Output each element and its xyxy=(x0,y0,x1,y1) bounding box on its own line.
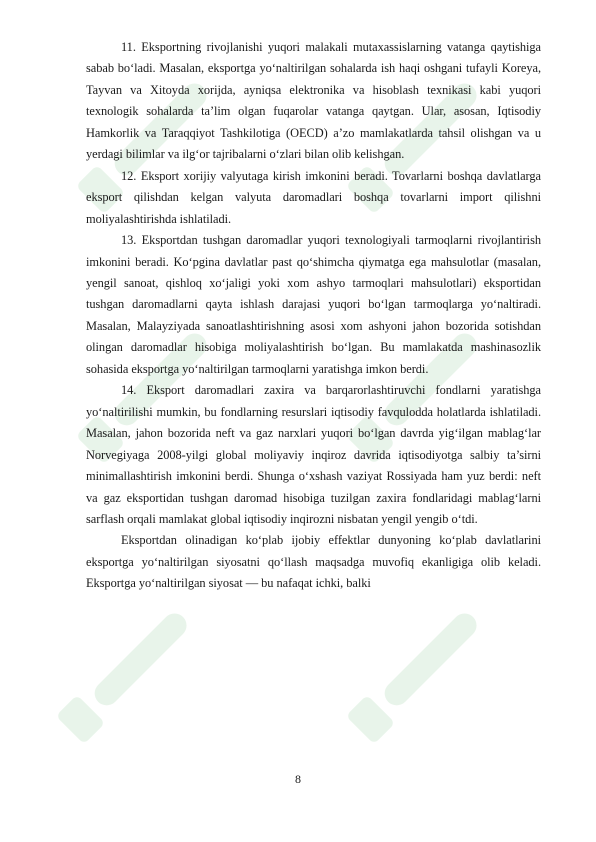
paragraph-14: 14. Eksport daromadlari zaxira va barqarorlashtiruvchi fondlarni yaratishga yo‘naltirilishi mumkin, bu fondlarning resurslari iqtisodiy favqulodda holatlarda ishlatiladi. Masalan, jahon bozorida neft va gaz narxlari yuqori bo‘lgan davrda yig‘ilgan mablag‘lar Norvegiyaga 2008-yilgi global moliyaviy inqiroz davrida iqtisodiyotga salbiy ta’sirni minimallashtirish imkonini berdi. Shunga o‘xshash vaziyat Rossiyada ham yuz berdi: neft va gaz eksportidan tushgan daromad hisobiga tuzilgan zaxira fondlaridagi mablag‘larni sarflash orqali mamlakat global iqtisodiy inqirozni nisbatan yengil yengib o‘tdi. xyxy=(86,383,541,526)
paragraph-11: 11. Eksportning rivojlanishi yuqori malakali mutaxassislarning vatanga qaytishiga sabab bo‘ladi. Masalan, eksportga yo‘naltirilgan sohalarda ish haqi oshgani tufayli Koreya, Tayvan va Xitoyda xorijda, ayniqsa elektronika va hisoblash texnikasi kabi yuqori texnologik sohalarda ta’lim olgan fuqarolar vatanga qaytgan. Ular, asosan, Iqtisodiy Hamkorlik va Taraqqiyot Tashkilotiga (OECD) a’zo mamlakatlarda tahsil olishgan va u yerdagi bilimlar va ilg‘or tajribalarni o‘zlari bilan olib kelishgan. xyxy=(86,40,541,162)
publisher-logo-watermark-icon xyxy=(335,585,505,755)
paragraph-conclusion: Eksportdan olinadigan ko‘plab ijobiy effektlar dunyoning ko‘plab davlatlarini eksportga yo‘naltirilgan siyosatni qo‘llash maqsadga muvofiq ekanligiga olib keladi. Eksportga yo‘naltirilgan siyosat — bu nafaqat ichki, balki xyxy=(86,533,541,591)
paragraph-12: 12. Eksport xorijiy valyutaga kirish imkonini beradi. Tovarlarni boshqa davlatlarga eksport qilishdan kelgan valyuta daromadlari boshqa tovarlarni import qilishni moliyalashtirishda ishlatiladi. xyxy=(86,168,541,226)
body-text xyxy=(86,37,541,595)
page-number: 8 xyxy=(295,772,301,786)
paragraph-13: 13. Eksportdan tushgan daromadlar yuqori texnologiyali tarmoqlarni rivojlantirish imkonini beradi. Ko‘pgina davlatlar past qo‘shimcha qiymatga ega mahsulotlar (masalan, yengil sanoat, qishloq xo‘jaligi yoki xom ashyo tarmoqlari mahsulotlari) eksportidan tushgan daromadlarni qayta ishlash darajasi yuqori bo‘lgan tarmoqlarga yo‘naltiradi. Masalan, Malayziyada sanoatlashtirishning asosi xom ashyoni jahon bozorida sotishdan olingan daromadlar hisobiga moliyalashtirish bo‘lgan. Bu mamlakatda mashinasozlik sohasida eksportga yo‘naltirilgan tarmoqlarni yaratishga imkon berdi. xyxy=(86,233,541,376)
publisher-logo-watermark-icon xyxy=(45,585,215,755)
